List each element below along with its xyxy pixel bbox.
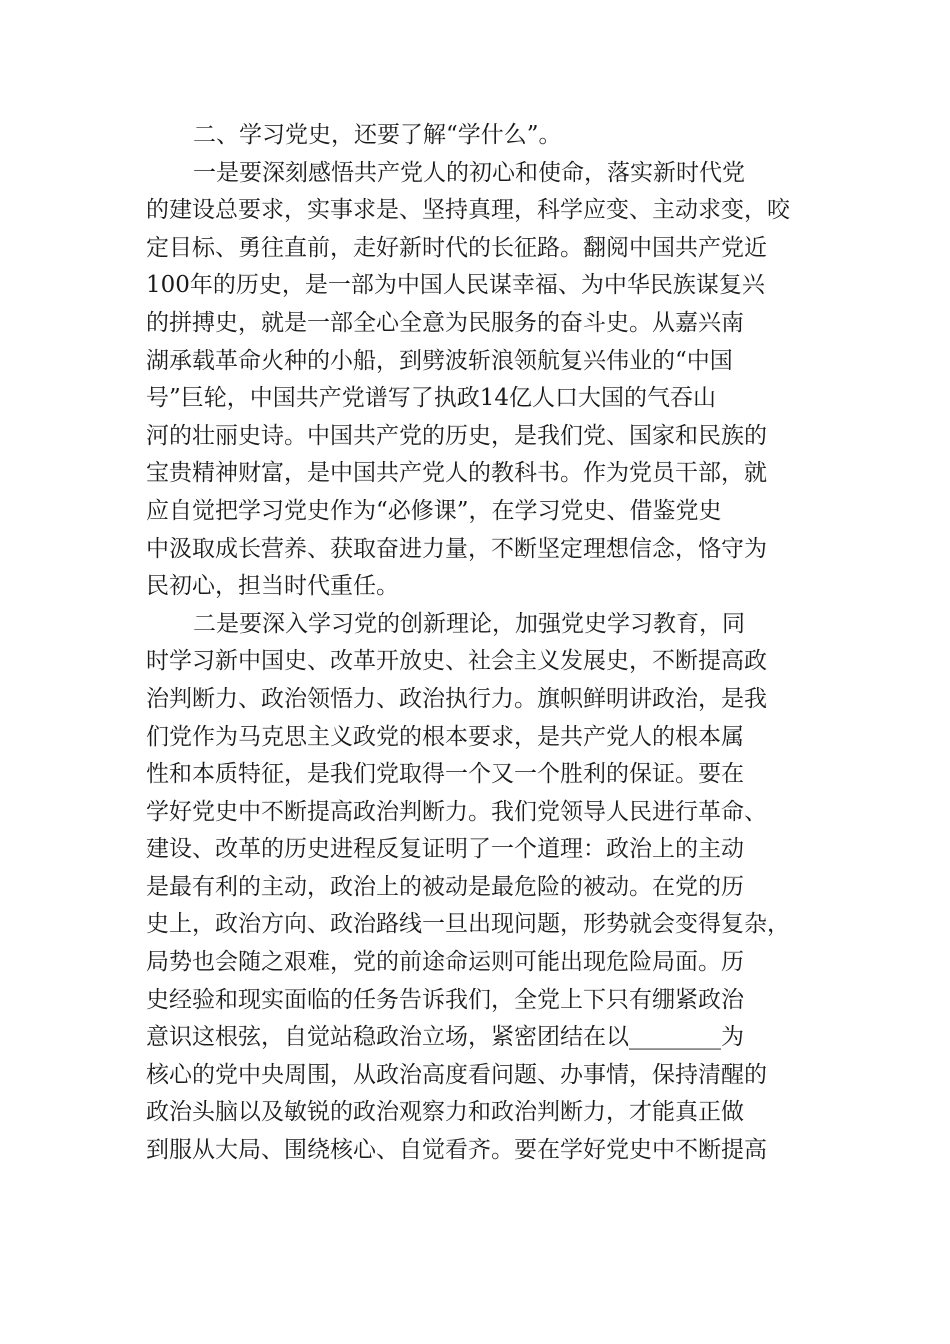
text-line: 意识这根弦，自觉站稳政治立场，紧密团结在以________为 <box>146 1024 744 1051</box>
document-body <box>146 117 808 1170</box>
text-line: 性和本质特征，是我们党取得一个又一个胜利的保证。要在 <box>146 761 744 788</box>
text-line: 定目标、勇往直前，走好新时代的长征路。翻阅中国共产党近 <box>146 234 767 261</box>
text-line: 政治头脑以及敏锐的政治观察力和政治判断力，才能真正做 <box>146 1099 744 1126</box>
paragraph-2 <box>146 606 808 1170</box>
text-line: 二是要深入学习党的创新理论，加强党史学习教育，同 <box>193 610 745 637</box>
text-line: 学好党史中不断提高政治判断力。我们党领导人民进行革命、 <box>146 798 767 825</box>
text-line: 号”巨轮，中国共产党谱写了执政14亿人口大国的气吞山 <box>146 385 717 412</box>
section-heading: 二、学习党史，还要了解“学什么”。 <box>193 122 562 148</box>
text-line: 的拼搏史，就是一部全心全意为民服务的奋斗史。从嘉兴南 <box>146 309 744 336</box>
text-line: 们党作为马克思主义政党的根本要求，是共产党人的根本属 <box>146 723 744 750</box>
text-line: 时学习新中国史、改革开放史、社会主义发展史，不断提高政 <box>146 648 767 675</box>
text-line: 民初心，担当时代重任。 <box>146 573 399 600</box>
text-line: 是最有利的主动，政治上的被动是最危险的被动。在党的历 <box>146 873 744 900</box>
paragraph-1 <box>146 155 808 606</box>
text-line: 湖承载革命火种的小船，到劈波斩浪领航复兴伟业的“中国 <box>146 347 733 374</box>
text-line: 中汲取成长营养、获取奋进力量，不断坚定理想信念，恪守为 <box>146 535 767 562</box>
text-line: 河的壮丽史诗。中国共产党的历史，是我们党、国家和民族的 <box>146 422 767 449</box>
text-line: 100年的历史，是一部为中国人民谋幸福、为中华民族谋复兴 <box>146 272 765 299</box>
text-line: 到服从大局、围绕核心、自觉看齐。要在学好党史中不断提高 <box>146 1137 767 1164</box>
text-line: 局势也会随之艰难，党的前途命运则可能出现危险局面。历 <box>146 949 744 976</box>
text-line: 一是要深刻感悟共产党人的初心和使命，落实新时代党 <box>193 159 745 186</box>
text-line: 史经验和现实面临的任务告诉我们，全党上下只有绷紧政治 <box>146 986 744 1013</box>
text-line: 的建设总要求，实事求是、坚持真理，科学应变、主动求变，咬 <box>146 197 790 224</box>
text-line: 建设、改革的历史进程反复证明了一个道理：政治上的主动 <box>146 836 744 863</box>
text-line: 史上，政治方向、政治路线一旦出现问题，形势就会变得复杂， <box>146 911 790 938</box>
text-line: 治判断力、政治领悟力、政治执行力。旗帜鲜明讲政治，是我 <box>146 685 767 712</box>
text-line: 核心的党中央周围，从政治高度看问题、办事情，保持清醒的 <box>146 1061 767 1088</box>
text-line: 宝贵精神财富，是中国共产党人的教科书。作为党员干部，就 <box>146 460 767 487</box>
text-line: 应自觉把学习党史作为“必修课”，在学习党史、借鉴党史 <box>146 497 722 524</box>
